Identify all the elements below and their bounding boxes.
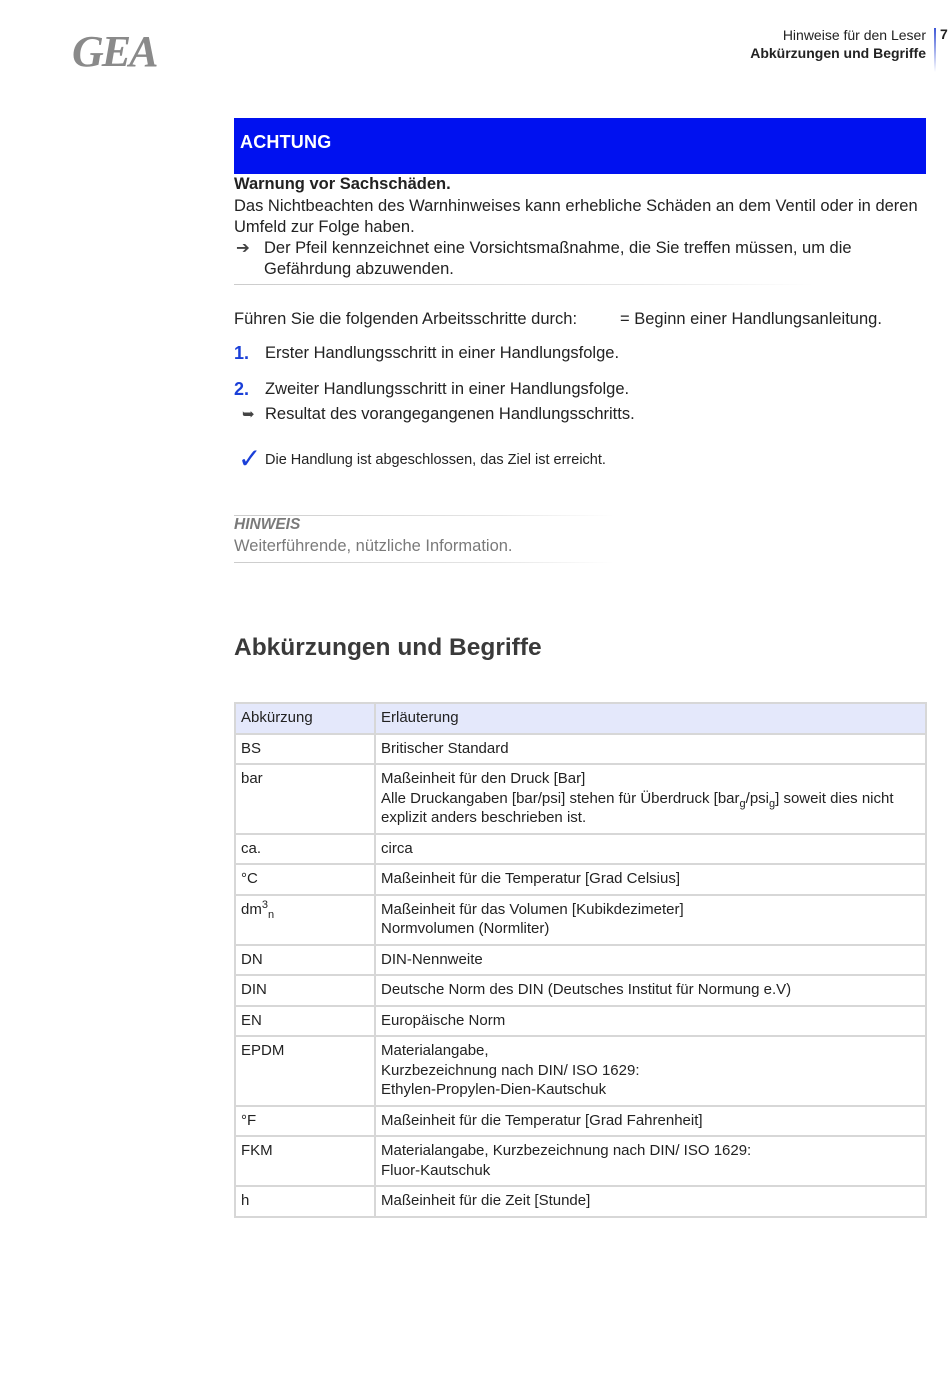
explanation-cell bbox=[375, 864, 926, 895]
section-heading: Abkürzungen und Begriffe bbox=[234, 634, 542, 661]
explanation-line: Normvolumen (Normliter) bbox=[381, 920, 550, 937]
explanation-line: circa bbox=[381, 839, 413, 857]
header-chapter: Hinweise für den Leser bbox=[782, 27, 926, 43]
explanation-line: Maßeinheit für die Zeit [Stunde] bbox=[381, 1192, 591, 1209]
completion-text: Die Handlung ist abgeschlossen, das Ziel ist erreicht. bbox=[265, 452, 606, 468]
steps-intro-meaning: = Beginn einer Handlungsanleitung. bbox=[620, 310, 882, 328]
abbreviation-cell: FKM bbox=[235, 1136, 375, 1186]
arrow-right-icon: ➔ bbox=[236, 239, 250, 257]
hinweis-text: Weiterführende, nützliche Information. bbox=[234, 537, 513, 555]
abbreviation-cell: bar bbox=[235, 764, 375, 834]
abbreviation-cell: DN bbox=[235, 945, 375, 976]
header-section: Abkürzungen und Begriffe bbox=[750, 45, 926, 61]
table-row bbox=[235, 1106, 926, 1137]
explanation-fragment: /psi bbox=[745, 789, 769, 807]
table-row bbox=[235, 764, 926, 834]
warning-text: Das Nichtbeachten des Warnhinweises kann erhebliche Schäden an dem Ventil oder in deren Umfeld zur Folge haben. bbox=[234, 197, 918, 236]
abbreviation-cell: °C bbox=[235, 864, 375, 895]
abbreviation-cell: °F bbox=[235, 1106, 375, 1137]
abbreviation-cell: ca. bbox=[235, 834, 375, 865]
step-number: 2. bbox=[234, 379, 250, 399]
divider bbox=[234, 562, 614, 563]
abbreviation-base: dm bbox=[241, 900, 262, 918]
table-row bbox=[235, 895, 926, 945]
explanation-line: Maßeinheit für das Volumen [Kubikdezimeter] bbox=[381, 900, 684, 918]
explanation-cell bbox=[375, 1106, 926, 1137]
abbreviation-cell: EPDM bbox=[235, 1036, 375, 1106]
explanation-line: Deutsche Norm des DIN (Deutsches Institut für Normung e.V) bbox=[381, 981, 792, 998]
table-row bbox=[235, 834, 926, 865]
precaution-item bbox=[234, 238, 926, 280]
column-header-explanation: Erläuterung bbox=[375, 703, 926, 734]
explanation-cell bbox=[375, 1136, 926, 1186]
abbreviation-cell: h bbox=[235, 1186, 375, 1217]
explanation-line: Materialangabe, Kurzbezeichnung nach DIN/ ISO 1629: bbox=[381, 1142, 752, 1159]
result-text: Resultat des vorangegangenen Handlungsschritts. bbox=[265, 405, 635, 423]
table-row bbox=[235, 864, 926, 895]
table-row bbox=[235, 975, 926, 1006]
explanation-fragment: ] soweit dies nicht explizit anders beschrieben ist. bbox=[381, 789, 894, 826]
table-row bbox=[235, 945, 926, 976]
abbreviation-cell: DIN bbox=[235, 975, 375, 1006]
abbreviation-cell: EN bbox=[235, 1006, 375, 1037]
achtung-banner: ACHTUNG bbox=[234, 118, 926, 174]
step-number: 1. bbox=[234, 343, 250, 363]
explanation-line: Britischer Standard bbox=[381, 739, 509, 757]
running-header bbox=[750, 26, 926, 62]
unit-subscript: g bbox=[739, 797, 746, 810]
header-divider bbox=[934, 28, 936, 72]
explanation-line: Materialangabe, bbox=[381, 1042, 489, 1059]
table-row bbox=[235, 1006, 926, 1037]
table-row bbox=[235, 1186, 926, 1217]
explanation-cell bbox=[375, 734, 926, 765]
explanation-line: Ethylen-Propylen-Dien-Kautschuk bbox=[381, 1081, 607, 1098]
result-arrow-icon: ➥ bbox=[242, 406, 255, 423]
explanation-cell bbox=[375, 834, 926, 865]
explanation-line: DIN-Nennweite bbox=[381, 950, 483, 968]
explanation-line: Kurzbezeichnung nach DIN/ ISO 1629: bbox=[381, 1061, 640, 1079]
explanation-line: Maßeinheit für die Temperatur [Grad Fahrenheit] bbox=[381, 1111, 703, 1129]
explanation-fragment: Alle Druckangaben [bar/psi] stehen für Überdruck [bar bbox=[381, 789, 740, 807]
table-header-row bbox=[235, 703, 926, 734]
steps-intro-text: Führen Sie die folgenden Arbeitsschritte durch: bbox=[234, 310, 578, 328]
explanation-cell bbox=[375, 895, 926, 945]
abbreviations-table bbox=[234, 702, 927, 1218]
explanation-cell bbox=[375, 1006, 926, 1037]
explanation-line: Europäische Norm bbox=[381, 1011, 506, 1029]
explanation-cell bbox=[375, 945, 926, 976]
gea-logo bbox=[72, 28, 200, 72]
explanation-cell bbox=[375, 764, 926, 834]
svg-text:GEA: GEA bbox=[72, 28, 157, 72]
explanation-cell bbox=[375, 1186, 926, 1217]
column-header-abbreviation: Abkürzung bbox=[235, 703, 375, 734]
warning-title: Warnung vor Sachschäden. bbox=[234, 175, 451, 193]
table-row bbox=[235, 1136, 926, 1186]
page-number: 7 bbox=[940, 26, 948, 42]
table-row bbox=[235, 1036, 926, 1106]
hinweis-title: HINWEIS bbox=[234, 516, 301, 533]
unit-subscript: g bbox=[769, 797, 776, 810]
checkmark-icon: ✓ bbox=[238, 443, 262, 474]
step-text: Erster Handlungsschritt in einer Handlungsfolge. bbox=[265, 344, 620, 362]
divider bbox=[234, 284, 814, 285]
explanation-line bbox=[381, 789, 920, 828]
abbreviation-subscript: n bbox=[267, 908, 275, 921]
precaution-text: Der Pfeil kennzeichnet eine Vorsichtsmaßnahme, die Sie treffen müssen, um die Gefährdung abzuwenden. bbox=[264, 239, 852, 278]
table-row bbox=[235, 734, 926, 765]
steps-intro bbox=[234, 310, 926, 329]
abbreviation-superscript: 3 bbox=[261, 898, 268, 911]
explanation-line: Maßeinheit für die Temperatur [Grad Celsius] bbox=[381, 870, 681, 887]
step-text: Zweiter Handlungsschritt in einer Handlungsfolge. bbox=[265, 380, 630, 398]
abbreviation-cell: BS bbox=[235, 734, 375, 765]
abbreviation-cell bbox=[235, 895, 375, 945]
explanation-cell bbox=[375, 975, 926, 1006]
explanation-cell bbox=[375, 1036, 926, 1106]
explanation-line: Maßeinheit für den Druck [Bar] bbox=[381, 770, 586, 787]
explanation-line: Fluor-Kautschuk bbox=[381, 1161, 491, 1179]
